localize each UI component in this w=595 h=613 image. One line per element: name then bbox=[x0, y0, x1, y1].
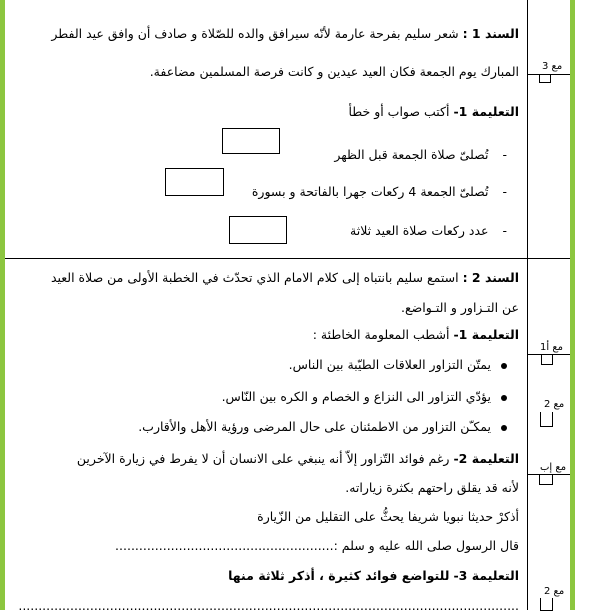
sanad2-label: السند 2 : bbox=[462, 270, 519, 285]
true-false-item-2: -تُصلىّ الجمعة 4 ركعات جهرا بالفاتحة و بسورة bbox=[251, 184, 507, 199]
bullet-text: يمكـّن التزاور من الاطمئنان على حال المرضى ورؤية الأهل والأقارب. bbox=[138, 419, 491, 434]
instruction2-3-label: التعليمة 3- bbox=[453, 568, 519, 583]
answer-box-2[interactable] bbox=[165, 168, 224, 196]
instruction2-1-heading bbox=[313, 327, 519, 342]
exercise-column bbox=[5, 0, 527, 613]
sanad2-line1 bbox=[51, 270, 519, 285]
bullet-item-2[interactable] bbox=[222, 389, 507, 404]
sanad1-label: السند 1 : bbox=[462, 26, 519, 41]
bullet-item-1[interactable] bbox=[289, 357, 507, 372]
score-bracket bbox=[540, 412, 553, 427]
bullet-text: يمتّن التزاور العلاقات الطيّبة بين الناس. bbox=[288, 357, 491, 372]
instruction1-label: التعليمة 1- bbox=[453, 104, 519, 119]
score-label-2a: مع 2 bbox=[544, 399, 565, 410]
worksheet bbox=[5, 0, 570, 613]
sanad1-line1 bbox=[51, 26, 519, 41]
score-bracket bbox=[540, 598, 553, 611]
instruction2-3-text: للتواضع فوائد كثيرة ، أذكر ثلاثة منها bbox=[228, 568, 450, 583]
hadith-prompt: أذكرْ حديثا نبويا شريفا يحثُّ على التقليل من الزّيارة bbox=[257, 509, 519, 524]
instruction1-text: أكتب صواب أو خطأ bbox=[348, 104, 450, 119]
item-text: تُصلىّ صلاة الجمعة قبل الظهر bbox=[334, 147, 489, 162]
sanad2-text1: استمع سليم بانتباه إلى كلام الامام الذي تحدّث في الخطبة الأولى من صلاة العيد bbox=[50, 270, 459, 285]
instruction2-3-heading bbox=[228, 568, 519, 583]
instruction2-2-text: رغم فوائد التّزاور إلاّ أنه ينبغي على الانسان أن لا يفرط في زيارة الآخرين bbox=[76, 451, 450, 466]
bullet-dot bbox=[501, 425, 507, 431]
instruction2-3-answer-line[interactable]: .............................................................................................................................. bbox=[18, 598, 519, 613]
score-bracket bbox=[541, 354, 553, 365]
bullet-text: يؤدّي التزاور الى النزاع و الخصام و الكره بين النّاس. bbox=[221, 389, 491, 404]
bullet-dot bbox=[501, 363, 507, 369]
instruction1-heading bbox=[348, 104, 519, 119]
instruction2-2-line1 bbox=[77, 451, 519, 466]
score-label-a1: مع أ1 bbox=[540, 342, 564, 353]
answer-box-3[interactable] bbox=[229, 216, 287, 244]
sanad2-line2: عن التـزاور و التـواضع. bbox=[401, 300, 519, 315]
bullet-item-3[interactable] bbox=[138, 419, 507, 434]
instruction2-2-line2: لأنه قد يقلق راحتهم بكثرة زياراته. bbox=[345, 480, 519, 495]
true-false-item-3: -عدد ركعات صلاة العيد ثلاثة bbox=[350, 223, 507, 238]
instruction2-2-label: التعليمة 2- bbox=[453, 451, 519, 466]
sanad1-text1: شعر سليم بفرحة عارمة لأنّه سيرافق والده للصّلاة و صادف أن وافق عيد الفطر bbox=[51, 26, 459, 41]
instruction2-1-text: أشطب المعلومة الخاطئة : bbox=[312, 327, 450, 342]
sanad1-line2: المبارك يوم الجمعة فكان العيد عيدين و كانت فرصة المسلمين مضاعفة. bbox=[149, 64, 519, 79]
score-label-s1: مع 3 bbox=[542, 61, 563, 72]
answer-box-1[interactable] bbox=[222, 128, 280, 154]
score-label-b1: مع إب bbox=[540, 462, 567, 473]
score-label-2b: مع 2 bbox=[544, 586, 565, 597]
instruction2-1-label: التعليمة 1- bbox=[453, 327, 519, 342]
section-divider bbox=[5, 258, 570, 259]
true-false-item-1: -تُصلىّ صلاة الجمعة قبل الظهر bbox=[334, 147, 507, 162]
score-bracket bbox=[539, 74, 551, 83]
item-text: تُصلىّ الجمعة 4 ركعات جهرا بالفاتحة و بسورة bbox=[251, 184, 489, 199]
item-text: عدد ركعات صلاة العيد ثلاثة bbox=[350, 223, 489, 238]
score-column bbox=[527, 0, 571, 610]
hadith-answer-line[interactable]: قال الرسول صلى الله عليه و سلم :....................................................... bbox=[115, 538, 519, 553]
bullet-dot bbox=[501, 395, 507, 401]
score-bracket bbox=[539, 474, 553, 485]
